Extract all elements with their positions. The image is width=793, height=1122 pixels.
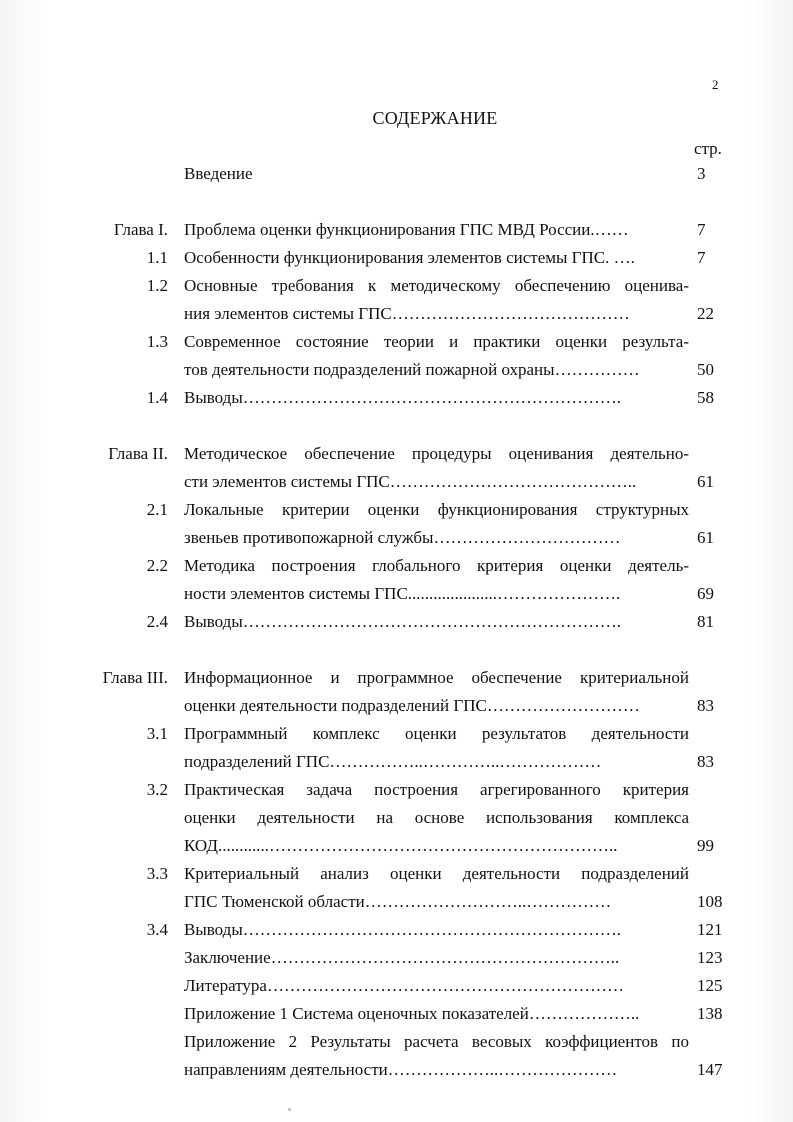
toc-line [0,888,793,916]
toc-page-number: 121 [697,920,723,939]
toc-line [0,608,793,636]
toc-line [0,776,793,804]
toc-entry-text: Критериальный анализ оценки деятельности подразделений [184,864,689,883]
toc-page-number: 61 [697,528,714,547]
toc-line [0,1056,793,1084]
toc-section-label: 3.3 [146,864,168,883]
toc-line [0,1028,793,1056]
toc-section-label: Глава III. [102,668,168,687]
toc-line [0,468,793,496]
toc-line [0,748,793,776]
toc-section-label: Глава I. [113,220,168,239]
toc-line [0,552,793,580]
toc-section-label: 3.4 [146,920,168,939]
page-title: СОДЕРЖАНИЕ [372,108,498,128]
toc-entry-text: Практическая задача построения агрегированного критерия [184,780,689,799]
toc-entry-text: Приложение 2 Результаты расчета весовых коэффициентов по [184,1032,689,1051]
toc-entry-text: Приложение 1 Система оценочных показателей……………….. [184,1004,640,1023]
toc-page-number: 147 [697,1060,723,1079]
toc-page-number: 3 [697,164,706,183]
toc-section-label: 1.2 [146,276,168,295]
toc-page-number: 108 [697,892,723,911]
toc-line [0,664,793,692]
toc-entry-text: Выводы…………………………………………………………. [184,612,622,631]
toc-entry-text: Методика построения глобального критерия оценки деятель- [184,556,689,575]
toc-entry-text: тов деятельности подразделений пожарной охраны…………… [184,360,640,379]
toc-section-label: 2.1 [146,500,168,519]
page-column-header: стр. [694,139,722,158]
toc-line [0,972,793,1000]
toc-section-label: Глава II. [108,444,168,463]
toc-entry-text: Выводы…………………………………………………………. [184,920,622,939]
toc-line [0,160,793,188]
toc-section-label: 1.4 [146,388,168,407]
toc-line [0,580,793,608]
toc-line [0,944,793,972]
toc-line [0,356,793,384]
toc-section-label: 3.2 [146,780,168,799]
toc-entry-text: Локальные критерии оценки функционирования структурных [184,500,689,519]
toc-entry-text: ности элементов системы ГПС.....................…………………. [184,584,621,603]
toc-entry-text: ния элементов системы ГПС…………………………………… [184,304,630,323]
toc-line [0,384,793,412]
toc-line [0,832,793,860]
toc-line [0,860,793,888]
toc-entry-text: Выводы…………………………………………………………. [184,388,622,407]
toc-entry-text: Проблема оценки функционирования ГПС МВД России.…… [184,220,629,239]
scan-speck [288,1108,291,1111]
toc-line [0,300,793,328]
toc-page-number: 99 [697,836,714,855]
toc-line [0,272,793,300]
toc-page-number: 50 [697,360,714,379]
toc-section-label: 3.1 [146,724,168,743]
toc-entry-text: оценки деятельности на основе использования комплекса [184,808,689,827]
toc-section-label: 2.4 [146,612,168,631]
toc-entry-text: направлениям деятельности………………..………………… [184,1060,618,1079]
toc-entry-text: Информационное и программное обеспечение критериальной [184,668,689,687]
toc-line [0,244,793,272]
toc-line [0,216,793,244]
toc-line [0,1000,793,1028]
toc-line [0,720,793,748]
toc-section-label: 1.3 [146,332,168,351]
toc-entry-text: подразделений ГПС……………..…………..……………… [184,752,602,771]
toc-section-label: 2.2 [146,556,168,575]
toc-page-number: 69 [697,584,714,603]
toc-line [0,440,793,468]
toc-line [0,496,793,524]
toc-entry-text: Основные требования к методическому обеспечению оценива- [184,276,689,295]
toc-page-number: 123 [697,948,723,967]
toc-entry-text: Литература……………………………………………………… [184,976,624,995]
toc-entry-text: Методическое обеспечение процедуры оценивания деятельно- [184,444,689,463]
toc-page-number: 83 [697,696,714,715]
toc-entry-text: Заключение…………………………………………………….. [184,948,620,967]
toc-section-label: 1.1 [146,248,168,267]
toc-page-number: 125 [697,976,723,995]
toc-page-number: 83 [697,752,714,771]
toc-page-number: 22 [697,304,714,323]
toc-entry-text: КОД............…………………………………………………….. [184,836,618,855]
toc-line [0,692,793,720]
toc-page-number: 81 [697,612,714,631]
toc-entry-text: Современное состояние теории и практики оценки результа- [184,332,689,351]
toc-entry-text: звеньев противопожарной службы…………………………… [184,528,621,547]
toc-page-number: 58 [697,388,714,407]
toc-entry-text: Введение [184,164,253,183]
toc-entry-text: оценки деятельности подразделений ГПС……………………… [184,696,640,715]
toc-page-number: 138 [697,1004,723,1023]
toc-page-number: 7 [697,220,706,239]
toc-entry-text: Особенности функционирования элементов системы ГПС. …. [184,248,635,267]
toc-page-number: 61 [697,472,714,491]
toc-entry-text: ГПС Тюменской области………………………..…………… [184,892,612,911]
toc-entry-text: Программный комплекс оценки результатов деятельности [184,724,689,743]
toc-line [0,524,793,552]
toc-entry-text: сти элементов системы ГПС…………………………………….. [184,472,637,491]
toc-line [0,916,793,944]
toc-page-number: 7 [697,248,706,267]
toc-line [0,328,793,356]
page-number: 2 [712,77,719,92]
toc-line [0,804,793,832]
